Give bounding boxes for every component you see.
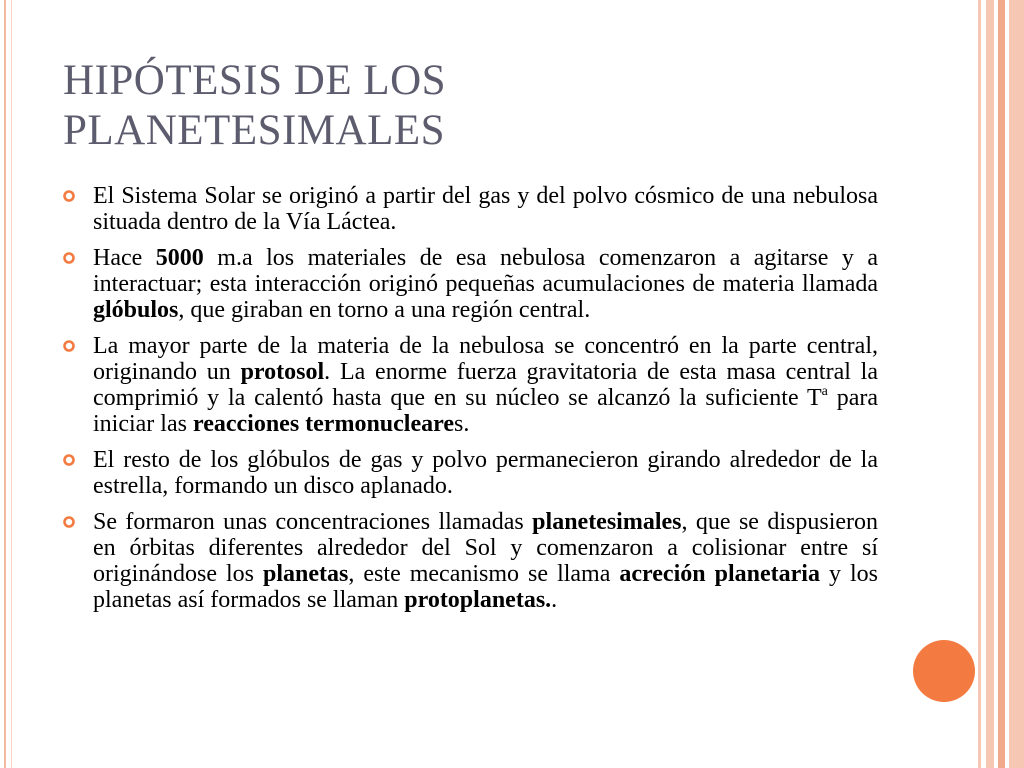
bullet-3-text-d: s. (453, 411, 470, 437)
bullet-5-bold-c: acreción planetaria (619, 561, 820, 587)
decorative-orange-circle (913, 640, 975, 702)
bullet-5-bold-d: protoplanetas. (404, 587, 552, 613)
bullet-ring-icon (62, 251, 76, 265)
bullet-5-text-e: . (551, 587, 558, 613)
bullet-ring-icon (62, 515, 76, 529)
bullet-3-text-b: . La enorme fuerza gravitatoria de esta masa central la comprimió y la calentó hasta que en su núcleo se alcanzó la suficiente T (93, 359, 879, 411)
bullet-item-2 (62, 245, 878, 323)
right-stripe-1 (978, 0, 981, 768)
right-stripe-3 (998, 0, 1005, 768)
bullet-2-text-b: m.a los materiales de esa nebulosa comenzaron a agitarse y a interactuar; esta interacción originó pequeñas acumulaciones de materia llamada (93, 245, 879, 297)
bullet-item-1 (62, 183, 878, 235)
bullet-5-bold-b: planetas (263, 561, 349, 587)
title-line-1: HIPÓTESIS DE LOS (63, 57, 447, 104)
bullet-5-text-a: Se formaron unas concentraciones llamadas (93, 509, 533, 535)
bullet-3-superscript: a (821, 384, 828, 399)
bullet-5-bold-a: planetesimales (532, 509, 682, 535)
bullet-2-bold-b: glóbulos (93, 297, 179, 323)
bullet-3-text-c: para iniciar las (93, 385, 879, 437)
bullet-3-text-a: La mayor parte de la materia de la nebulosa se concentró en la parte central, originando un (93, 333, 878, 385)
bullet-5-text-d: y los planetas así formados se llaman (93, 561, 878, 613)
bullet-3-bold-a: protosol (240, 359, 325, 385)
bullet-item-5 (62, 509, 878, 613)
bullet-item-4 (62, 447, 878, 499)
bullet-item-3 (62, 333, 878, 437)
left-border-line-inner (11, 0, 12, 768)
bullet-ring-icon (62, 339, 76, 353)
title-line-2: PLANETESIMALES (63, 107, 446, 154)
bullet-2-text-c: , que giraban en torno a una región central. (178, 297, 591, 323)
bullet-list (62, 183, 878, 623)
bullet-3-bold-b: reacciones termonucleare (192, 411, 454, 437)
slide-title (63, 56, 923, 156)
bullet-ring-icon (62, 453, 76, 467)
left-border-line (4, 0, 6, 768)
bullet-1-text: El Sistema Solar se originó a partir del gas y del polvo cósmico de una nebulosa situada dentro de la Vía Láctea. (93, 183, 878, 235)
bullet-4-text: El resto de los glóbulos de gas y polvo permanecieron girando alrededor de la estrella, formando un disco aplanado. (93, 447, 878, 499)
right-stripe-4 (1009, 0, 1024, 768)
bullet-2-text-a: Hace (93, 245, 156, 271)
bullet-5-text-c: , este mecanismo se llama (348, 561, 620, 587)
bullet-5-text-b: , que se dispusieron en órbitas diferentes alrededor del Sol y comenzaron a colisionar entre sí originándose los (93, 509, 878, 587)
bullet-2-bold-a: 5000 (155, 245, 204, 271)
right-stripe-2 (986, 0, 994, 768)
bullet-ring-icon (62, 189, 76, 203)
